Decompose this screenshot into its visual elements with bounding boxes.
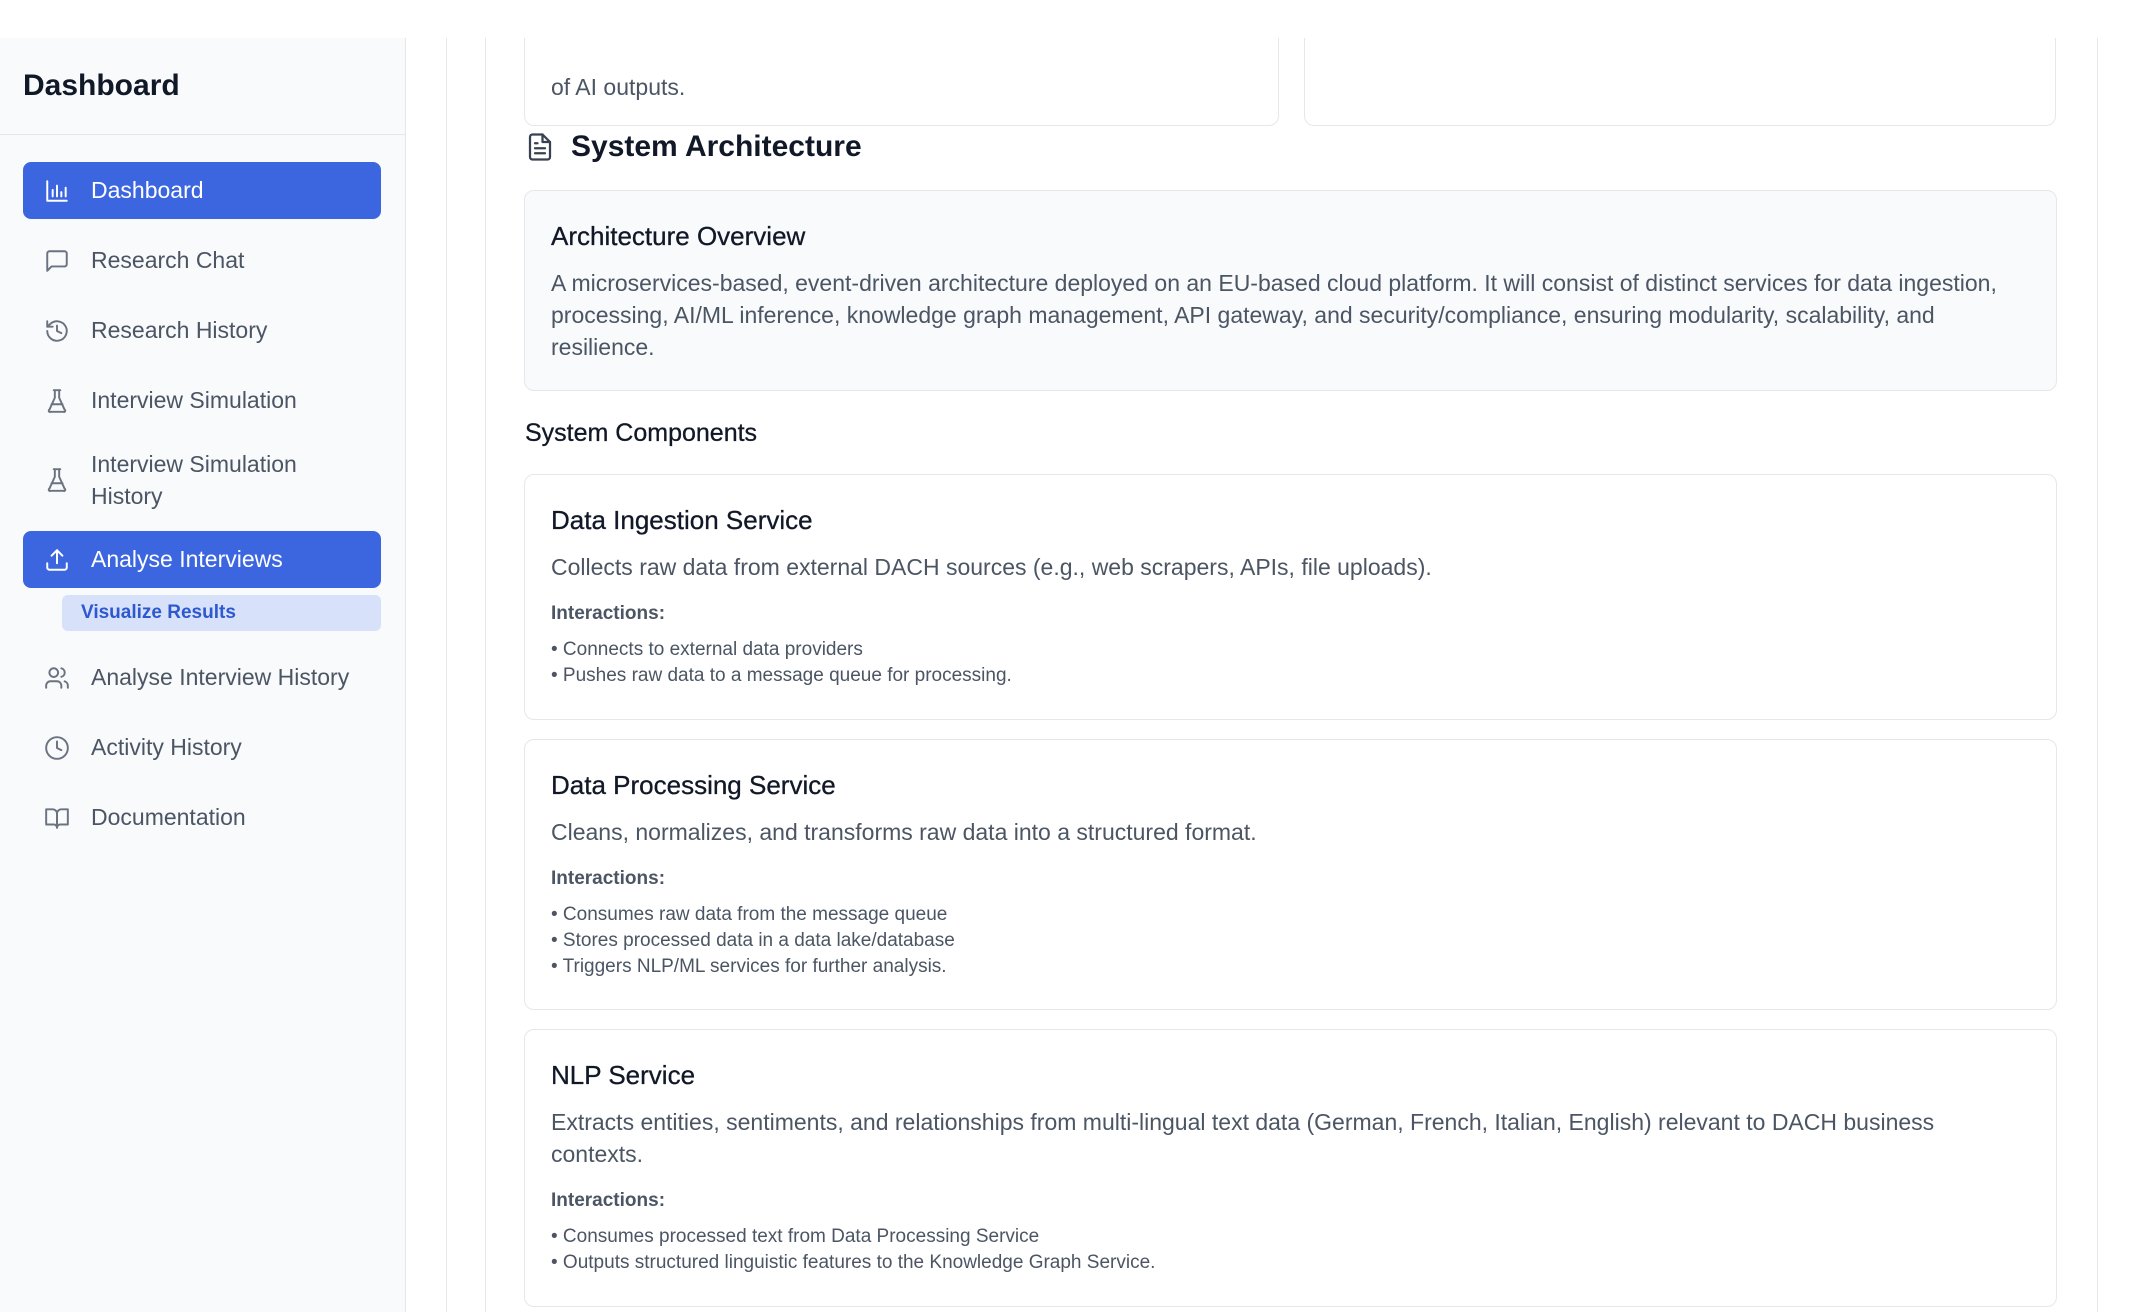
sidebar-nav	[23, 162, 381, 859]
list-item: • Outputs structured linguistic features to the Knowledge Graph Service.	[551, 1252, 1156, 1273]
section-header	[525, 130, 862, 164]
list-item: • Triggers NLP/ML services for further analysis.	[551, 956, 947, 977]
sidebar-item-analyse-interviews[interactable]	[23, 531, 381, 588]
card-description: Collects raw data from external DACH sources (e.g., web scrapers, APIs, file uploads).	[551, 554, 1432, 580]
sidebar-item-label: Documentation	[91, 804, 246, 830]
sidebar-title: Dashboard	[23, 69, 180, 102]
document-icon	[525, 131, 555, 163]
list-item: • Consumes processed text from Data Processing Service	[551, 1226, 1040, 1247]
sidebar-item-label: Activity History	[91, 734, 242, 760]
upload-icon	[43, 546, 71, 574]
card-title: Data Processing Service	[551, 770, 836, 800]
clock-icon	[43, 734, 71, 762]
interactions-list	[551, 637, 2030, 689]
component-card	[524, 739, 2057, 1010]
chat-icon	[43, 247, 71, 275]
card-title: Data Ingestion Service	[551, 505, 813, 535]
list-item: • Pushes raw data to a message queue for processing.	[551, 665, 1012, 686]
sidebar-subitem-visualize-results[interactable]: Visualize Results	[62, 595, 381, 631]
interactions-label: Interactions:	[551, 1190, 666, 1211]
card-title: Architecture Overview	[551, 221, 806, 251]
previous-card-left	[524, 38, 1279, 126]
component-card	[524, 1029, 2057, 1307]
interactions-label: Interactions:	[551, 868, 666, 889]
bar-chart-icon	[43, 177, 71, 205]
history-icon	[43, 317, 71, 345]
sidebar-item-activity-history[interactable]	[23, 719, 381, 776]
architecture-overview-card	[524, 190, 2057, 391]
sidebar-header	[0, 38, 405, 135]
sidebar-item-analyse-interview-history[interactable]	[23, 649, 381, 706]
sidebar-item-label: Interview Simulation	[91, 387, 297, 413]
interactions-list	[551, 902, 2030, 980]
list-item: • Connects to external data providers	[551, 639, 863, 660]
flask-icon	[43, 387, 71, 415]
sidebar-item-documentation[interactable]	[23, 789, 381, 846]
section-title: System Architecture	[571, 130, 862, 163]
sidebar-item-interview-simulation-history[interactable]	[23, 442, 381, 518]
components-heading: System Components	[525, 419, 758, 447]
sidebar-item-label: Analyse Interviews	[91, 546, 283, 572]
flask-icon	[43, 466, 71, 494]
sidebar-item-research-history[interactable]	[23, 302, 381, 359]
previous-card-right	[1304, 38, 2056, 126]
sidebar-item-label: Research History	[91, 317, 268, 343]
sidebar-item-research-chat[interactable]	[23, 232, 381, 289]
interactions-label: Interactions:	[551, 603, 666, 624]
card-description: A microservices-based, event-driven architecture deployed on an EU-based cloud platform. It will consist of distinct services for data ingestion, processing, AI/ML inference, knowledge graph management, API gateway, and security/compliance, ensuring modularity, scalability, and resilience.	[551, 270, 1997, 360]
previous-card-text: of AI outputs.	[551, 74, 686, 100]
interactions-list	[551, 1224, 2030, 1276]
component-card	[524, 474, 2057, 720]
sidebar-item-label: Interview Simulation History	[91, 451, 297, 509]
main-content[interactable]	[446, 38, 2098, 1312]
card-title: NLP Service	[551, 1060, 696, 1090]
sidebar-item-label: Dashboard	[91, 177, 204, 203]
sidebar-item-dashboard[interactable]	[23, 162, 381, 219]
sidebar-item-interview-simulation[interactable]	[23, 372, 381, 429]
card-description: Cleans, normalizes, and transforms raw data into a structured format.	[551, 819, 1257, 845]
card-description: Extracts entities, sentiments, and relationships from multi-lingual text data (German, French, Italian, English) relevant to DACH business contexts.	[551, 1109, 1935, 1167]
book-icon	[43, 804, 71, 832]
sidebar	[0, 38, 406, 1312]
users-icon	[43, 664, 71, 692]
sidebar-item-label: Research Chat	[91, 247, 245, 273]
list-item: • Consumes raw data from the message queue	[551, 904, 948, 925]
sidebar-item-label: Analyse Interview History	[91, 664, 350, 690]
list-item: • Stores processed data in a data lake/database	[551, 930, 955, 951]
